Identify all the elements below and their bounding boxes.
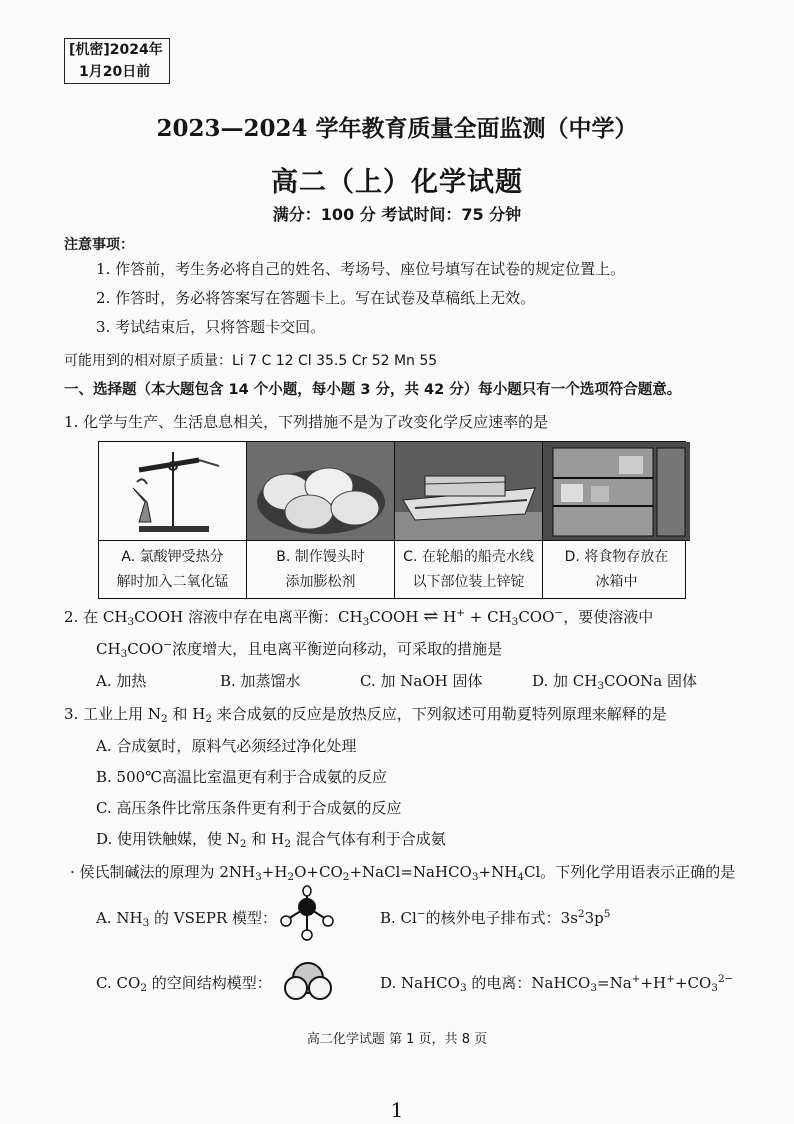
q4-number: ·	[70, 863, 75, 881]
q3-option-d: D. 使用铁触媒，使 $N_2$ 和 $H_2$ 混合气体有利于合成氨	[96, 830, 446, 850]
confidential-box	[64, 38, 170, 84]
q4-option-c: C. $CO_2$ 的空间结构模型：	[96, 974, 272, 994]
q1-option-b-line2: 添加膨松剂	[285, 574, 356, 590]
q1-option-d-line2: 冰箱中	[595, 574, 638, 590]
exam-subtitle: 高二（上）化学试题	[271, 167, 523, 198]
q1-option-a	[99, 442, 247, 598]
atomic-masses: 可能用到的相对原子质量：Li 7 C 12 Cl 35.5 Cr 52 Mn 55	[64, 353, 438, 369]
q4-option-a: A. $NH_3$ 的 VSEPR 模型：	[96, 909, 278, 929]
lab-apparatus-image	[99, 442, 246, 541]
q4-stem: · 侯氏制碱法的原理为 $2NH_3+H_2O+CO_2+NaCl=NaHCO_3+NH_4Cl$。下列化学用语表示正确的是	[70, 863, 736, 883]
q3-option-b: B. 500℃高温比室温更有利于合成氨的反应	[96, 768, 387, 786]
q4-option-d: D. NaHCO$_3$ 的电离：$NaHCO_3=Na^++H^++CO_3^{2-}$	[380, 973, 734, 994]
note-item-3: 3. 考试结束后，只将答题卡交回。	[96, 318, 326, 336]
q1-option-d	[543, 442, 690, 598]
q3-option-c: C. 高压条件比常压条件更有利于合成氨的反应	[96, 799, 402, 817]
q1-option-c-line1: C. 在轮船的船壳水线	[403, 549, 534, 565]
confidential-line-1: [机密]2024年	[69, 42, 163, 58]
note-item-1: 1. 作答前，考生务必将自己的姓名、考场号、座位号填写在试卷的规定位置上。	[96, 260, 626, 278]
exam-meta: 满分：100 分 考试时间：75 分钟	[272, 205, 522, 224]
q2-number: 2.	[64, 608, 79, 626]
steamed-buns-image	[247, 442, 394, 541]
q2-option-c: C. 加 NaOH 固体	[360, 672, 483, 690]
notes-heading: 注意事项：	[64, 237, 134, 253]
co2-space-model-icon	[283, 958, 333, 1004]
q1-option-d-line1: D. 将食物存放在	[564, 549, 669, 565]
confidential-line-2: 1月20日前	[79, 64, 151, 80]
q2-option-b: B. 加蒸馏水	[220, 672, 301, 690]
ship-image	[395, 442, 542, 541]
q1-option-a-line1: A. 氯酸钾受热分	[121, 549, 224, 565]
exam-title: 2023—2024 学年教育质量全面监测（中学）	[156, 115, 638, 142]
refrigerator-image	[543, 442, 690, 541]
q1-option-c	[395, 442, 543, 598]
q3-stem: 3. 工业上用 $N_2$ 和 $H_2$ 来合成氨的反应是放热反应，下列叙述可用勒夏特列原理来解释的是	[64, 705, 667, 725]
q1-option-c-line2: 以下部位装上锌锭	[412, 574, 525, 590]
q2-stem-line1: 2. 在 $CH_3COOH$ 溶液中存在电离平衡：$CH_3COOH$ ⇌ $H^+ + CH_3COO^-$，要使溶液中	[64, 606, 654, 628]
page-footer: 高二化学试题 第 1 页，共 8 页	[306, 1032, 488, 1047]
q1-option-a-line2: 解时加入二氧化锰	[116, 574, 229, 590]
nh3-vsepr-model-icon	[276, 885, 338, 941]
q2-stem-line2: $CH_3COO^-$浓度增大，且电离平衡逆向移动，可采取的措施是	[96, 639, 503, 660]
q2-option-d: D. 加 $CH_3COONa$ 固体	[532, 672, 697, 692]
q1-option-b	[247, 442, 395, 598]
q1-stem: 1. 化学与生产、生活息息相关，下列措施不是为了改变化学反应速率的是	[64, 413, 549, 431]
q3-option-a: A. 合成氨时，原料气必须经过净化处理	[96, 737, 357, 755]
section-heading: 一、选择题（本大题包含 14 个小题，每小题 3 分，共 42 分）每小题只有一个选项符合题意。	[64, 382, 682, 398]
note-item-2: 2. 作答时，务必将答案写在答题卡上。写在试卷及草稿纸上无效。	[96, 289, 536, 307]
q1-options-table	[98, 441, 686, 599]
q4-option-b: B. Cl−的核外电子排布式：$3s^23p^5$	[380, 908, 611, 927]
q2-option-a: A. 加热	[96, 672, 147, 690]
page-number: 1	[390, 1098, 404, 1122]
q1-option-b-line1: B. 制作馒头时	[276, 549, 365, 565]
